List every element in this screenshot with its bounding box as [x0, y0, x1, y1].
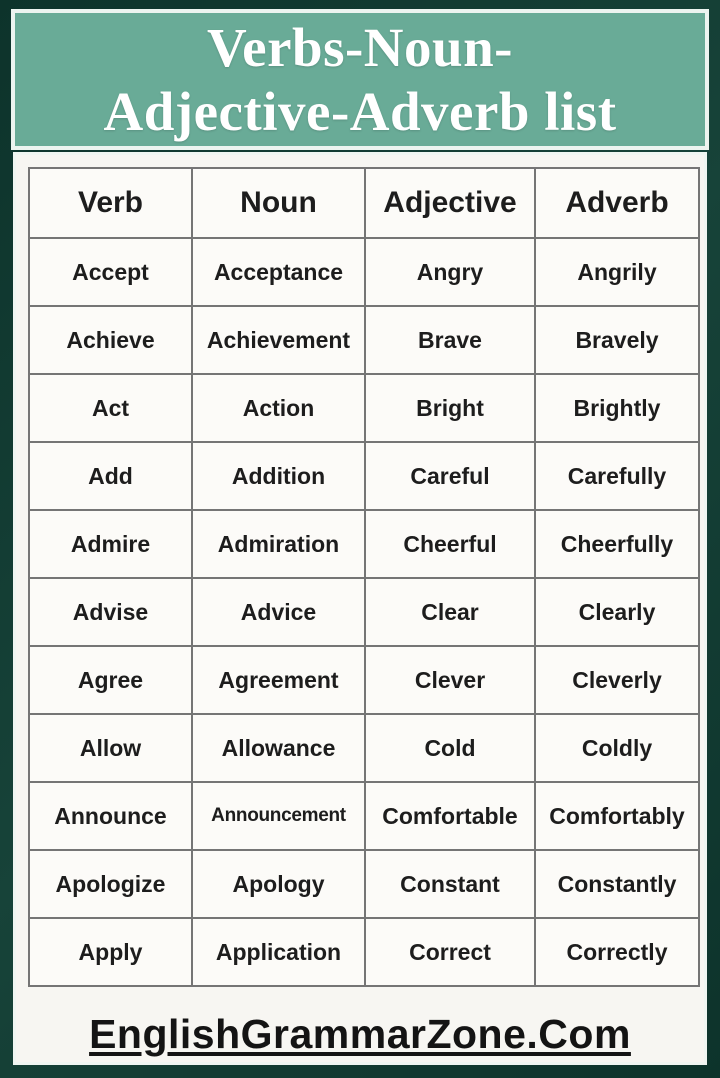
- table-cell: Acceptance: [192, 238, 365, 306]
- table-cell: Action: [192, 374, 365, 442]
- table-cell: Allow: [29, 714, 192, 782]
- table-cell: Act: [29, 374, 192, 442]
- table-cell: Careful: [365, 442, 535, 510]
- table-cell: Brightly: [535, 374, 699, 442]
- page-title-line-2: Adjective-Adverb list: [103, 80, 617, 142]
- table-cell: Admire: [29, 510, 192, 578]
- table-cell: Bright: [365, 374, 535, 442]
- table-cell: Cheerful: [365, 510, 535, 578]
- table-cell: Cleverly: [535, 646, 699, 714]
- table-row: [29, 714, 699, 782]
- table-cell: Comfortably: [535, 782, 699, 850]
- table-cell: Clear: [365, 578, 535, 646]
- title-banner: [11, 9, 709, 150]
- table-cell: Advice: [192, 578, 365, 646]
- word-table: [28, 167, 700, 987]
- table-cell: Agree: [29, 646, 192, 714]
- content-card: [13, 152, 707, 1065]
- footer-site-link: EnglishGrammarZone.Com: [89, 1010, 631, 1057]
- column-header: Noun: [192, 168, 365, 238]
- table-cell: Correctly: [535, 918, 699, 986]
- table-cell: Angrily: [535, 238, 699, 306]
- table-row: [29, 782, 699, 850]
- table-cell: Brave: [365, 306, 535, 374]
- table-cell: Addition: [192, 442, 365, 510]
- table-row: [29, 850, 699, 918]
- column-header: Adverb: [535, 168, 699, 238]
- table-cell: Clever: [365, 646, 535, 714]
- table-row: [29, 442, 699, 510]
- table-cell: Admiration: [192, 510, 365, 578]
- page-title: [103, 16, 616, 144]
- table-cell: Add: [29, 442, 192, 510]
- table-cell: Carefully: [535, 442, 699, 510]
- table-row: [29, 646, 699, 714]
- table-row: [29, 578, 699, 646]
- column-header: Adjective: [365, 168, 535, 238]
- table-cell: Cold: [365, 714, 535, 782]
- table-header-row: [29, 168, 699, 238]
- table-cell: Bravely: [535, 306, 699, 374]
- table-cell: Angry: [365, 238, 535, 306]
- table-cell: Announce: [29, 782, 192, 850]
- table-row: [29, 918, 699, 986]
- table-cell: Achievement: [192, 306, 365, 374]
- table-cell: Coldly: [535, 714, 699, 782]
- table-cell: Apply: [29, 918, 192, 986]
- table-cell: Apology: [192, 850, 365, 918]
- table-cell: Apologize: [29, 850, 192, 918]
- table-cell: Application: [192, 918, 365, 986]
- table-cell: Agreement: [192, 646, 365, 714]
- table-cell: Advise: [29, 578, 192, 646]
- table-cell: Comfortable: [365, 782, 535, 850]
- table-cell: Accept: [29, 238, 192, 306]
- table-cell: Announcement: [192, 782, 365, 850]
- table-cell: Clearly: [535, 578, 699, 646]
- table-body: [29, 238, 699, 986]
- column-header: Verb: [29, 168, 192, 238]
- table-cell: Constant: [365, 850, 535, 918]
- table-cell: Allowance: [192, 714, 365, 782]
- page-title-line-1: Verbs-Noun-: [206, 16, 513, 78]
- table-cell: Cheerfully: [535, 510, 699, 578]
- table-row: [29, 306, 699, 374]
- table-row: [29, 374, 699, 442]
- table-cell: Correct: [365, 918, 535, 986]
- table-cell: Achieve: [29, 306, 192, 374]
- table-cell: Constantly: [535, 850, 699, 918]
- table-row: [29, 510, 699, 578]
- table-row: [29, 238, 699, 306]
